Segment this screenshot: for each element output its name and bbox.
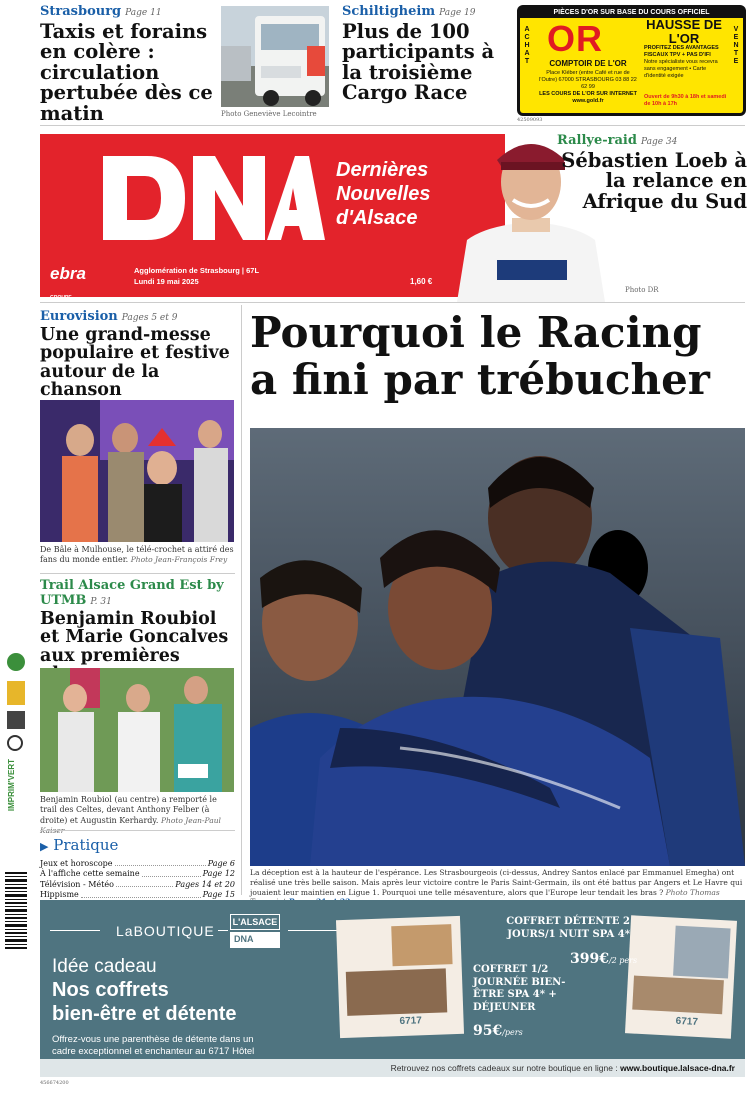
box-brand: 6717 [399,1015,422,1028]
or-ad-ref: 42509093 [517,117,543,123]
divider [40,302,745,303]
boutique-description: Offrez-vous une parenthèse de détente dans un cadre exceptionnel et enchanteur au 6717 Hôtel [52,1034,255,1058]
or-address: Place Kléber (entre Café et rue de l'Outre) 67000 STRASBOURG 03 88 22 62 99 LES COURS DE L'OR SUR INTERNET www.gold.fr [539,70,637,104]
schiltigheim-teaser[interactable] [342,4,512,104]
divider [50,930,100,931]
pratique-item[interactable]: À l'affiche cette semaine Page 12 [40,869,235,879]
or-hours: Ouvert de 9h30 à 18h et samedi de 10h à 17h [644,94,727,107]
ebra-logo: ebra GROUPE [50,264,86,301]
masthead [40,134,505,301]
eurovision-photo [40,400,234,542]
boutique-kicker: Idée cadeau [52,956,157,977]
truck-photo [221,6,329,107]
offer-detente-title: COFFRET DÉTENTE 2 JOURS/1 NUIT SPA 4* [506,916,630,940]
hotel-photo [673,926,731,979]
hotel-photo [632,976,724,1015]
or-hausse: HAUSSE DE L'OR [646,17,722,46]
achat-vertical: A C H A T [524,26,530,66]
box-brand: 6717 [675,1015,699,1028]
barcode [5,872,27,950]
pratique-item[interactable]: Hippisme Page 15 [40,890,235,900]
main-headline[interactable]: Pourquoi le Racing a fini par trébucher [250,308,710,405]
pratique-box [40,836,235,901]
giftbox-half-day [336,916,464,1038]
gold-advertisement[interactable] [517,5,746,116]
spa-photo [391,924,452,966]
boutique-title: Nos coffrets bien-être et détente [52,979,237,1025]
racing-photo [250,428,745,866]
trail-caption: Benjamin Roubiol (au centre) a remporté le trail des Celtes, devant Anthony Felber (à droite) et Augustin Kerhardy. Photo Jean-Paul [40,795,221,825]
masthead-subtitle: Dernières Nouvelles d'Alsace [336,159,431,229]
main-caption: La déception est à la hauteur de l'espérance. Les Strasbourgeois (ci-dessus, Andrey Santos enlacé par Emmanuel Emegha) ont réalisé une très belle saison. Mais après leur victoire contre le Paris Saint-Germain, ils ont été battus par Angers et Le Havre qui jouaient leur maintien en Ligue 1. Pourquoi une telle mésaventure, alors que l'Europe leur tendait les bras ? Photo Thomas [250,868,743,897]
lalsace-logo: L'ALSACE [230,914,280,930]
trail-headline: Benjamin Roubiol et Marie Goncalves aux premières [40,609,229,666]
trail-kicker: Trail Alsace Grand Est by UTMB P. 31 [40,578,224,608]
dna-partner-logo: DNA [230,932,280,948]
or-comptoir: COMPTOIR DE L'OR [549,59,627,68]
side-badges [7,613,29,833]
divider [40,125,745,126]
eurovision-kicker: Eurovision Pages 5 et 9 [40,309,178,324]
spa-photo [346,968,447,1015]
boutique-ref: 456674200 [40,1080,69,1086]
rallye-kicker: Rallye-raid Page 34 [557,133,678,148]
schiltigheim-kicker: Schiltigheim Page 19 [342,4,476,19]
offer-detente-price: 399€/2 pers [570,951,638,967]
strasbourg-teaser[interactable] [40,4,215,124]
masthead-price: 1,60 € [410,277,433,286]
strasbourg-headline: Taxis et forains en colère : circulation pertubée dès ce matin [40,20,213,125]
rallye-teaser[interactable] [557,133,747,212]
divider [218,930,228,931]
rallye-headline: Sébastien Loeb à la relance en Afrique du Sud [561,149,747,213]
dna-logo [95,148,325,248]
or-title: OR [547,18,603,59]
barcode-icon [5,872,27,950]
boutique-brand: LaBOUTIQUE [116,923,215,939]
strasbourg-kicker: Strasbourg Page 11 [40,4,162,19]
offer-halfday-price: 95€/pers [473,1023,523,1039]
eco-badge-icon [7,681,25,705]
trail-photo [40,668,234,792]
recycle-icon [7,653,25,671]
or-benefits: PROFITEZ DES AVANTAGES FISCAUX TPV + PAS D'IFI Notre spécialiste vous recevra sans engagement • Carte d'identité exigée [644,45,719,79]
eurovision-caption: De Bâle à Mulhouse, le télé-crochet a attiré des fans du monde entier. Photo Jean-François Frey [40,545,234,565]
pefc-icon [7,711,25,729]
boutique-footer[interactable]: Retrouvez nos coffrets cadeaux sur notre boutique en ligne : www.boutique.lalsace-dna.fr [40,1059,745,1077]
offer-halfday-title: COFFRET 1/2 JOURNÉE BIEN-ÊTRE SPA 4* + DÉJEUNER [473,964,566,1013]
rallye-credit: Photo DR [625,286,659,294]
eurovision-headline: Une grand-messe populaire et festive autour de la chanson [40,325,230,401]
schiltigheim-headline: Plus de 100 participants à la troisième Cargo Race [342,20,495,105]
giftbox-detente [625,915,737,1038]
or-banner: PIÈCES D'OR SUR BASE DU COURS OFFICIEL [520,8,743,18]
imprim-vert-label: IMPRIM'VERT [7,759,16,812]
pratique-item[interactable]: Télévision - Météo Pages 14 et 20 [40,879,235,889]
boutique-advertisement[interactable] [40,900,745,1077]
vente-vertical: V E N T E [733,26,739,66]
pratique-item[interactable]: Jeux et horoscope Page 6 [40,859,235,868]
truck-credit: Photo Geneviève Lecointre [221,110,317,118]
tri-icon [7,735,23,751]
pratique-title: ▶ Pratique [40,836,119,854]
masthead-edition: Agglomération de Strasbourg | 67L Lundi 19 mai 2025 [134,266,260,287]
divider [40,573,235,574]
eurovision-teaser[interactable] [40,309,235,400]
divider [40,830,235,831]
column-divider [241,305,242,895]
